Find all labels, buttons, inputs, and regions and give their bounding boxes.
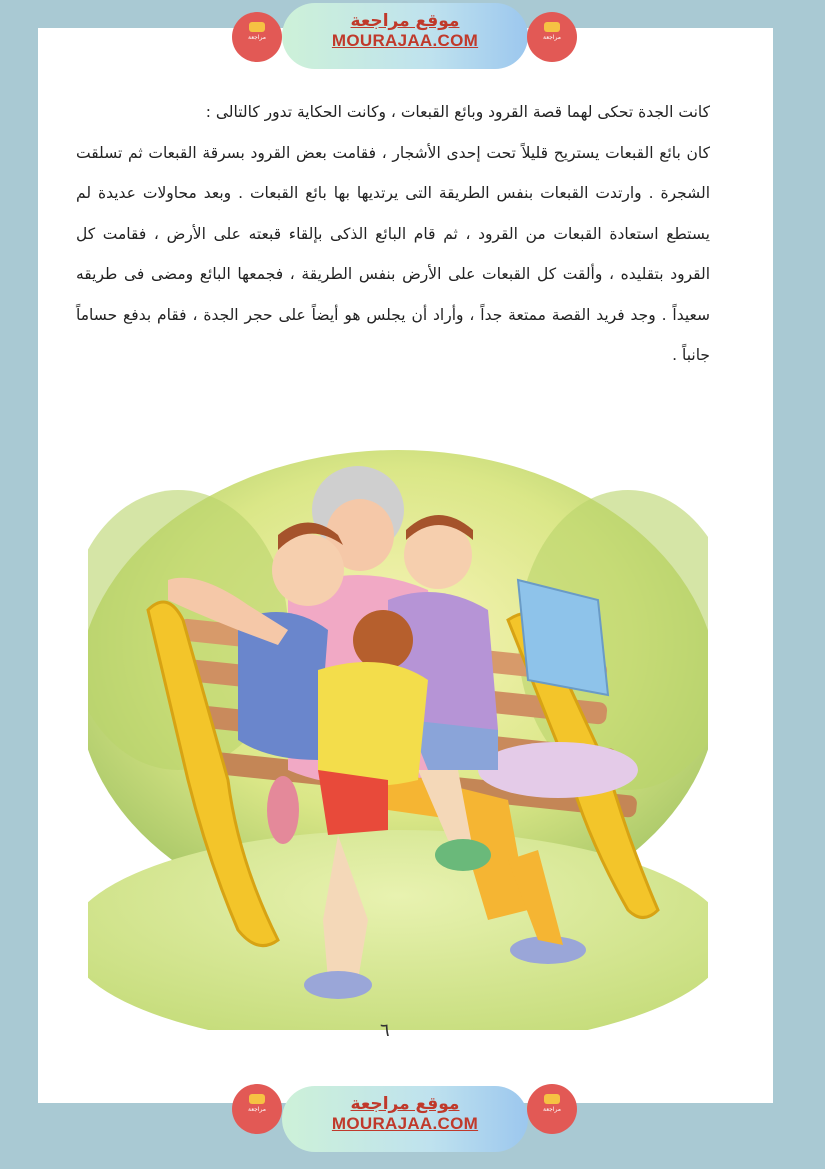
- page-number: ٦: [380, 1020, 390, 1041]
- logo-icon: [544, 1094, 560, 1104]
- footer-site-url[interactable]: MOURAJAA.COM: [331, 1114, 479, 1133]
- footer-banner[interactable]: [282, 1086, 528, 1152]
- footer-logo-badge-right: [527, 1084, 577, 1134]
- story-paragraph-1: كانت الجدة تحكى لهما قصة القرود وبائع القبعات ، وكانت الحكاية تدور كالتالى :: [205, 103, 710, 121]
- header-site-url[interactable]: MOURAJAA.COM: [331, 31, 479, 50]
- footer-logo-badge: [232, 1084, 282, 1134]
- badge-caption: مراجعة: [542, 34, 561, 41]
- header-banner[interactable]: [282, 3, 528, 69]
- header-site-name[interactable]: موقع مراجعة: [350, 11, 460, 31]
- badge-caption: مراجعة: [542, 1106, 561, 1113]
- logo-icon: [249, 1094, 265, 1104]
- badge-caption: مراجعة: [247, 1106, 266, 1113]
- site-logo-badge-right: [527, 12, 577, 62]
- site-logo-badge: [232, 12, 282, 62]
- logo-icon: [249, 22, 265, 32]
- illustration-grandmother-children: [88, 440, 708, 1030]
- logo-icon: [544, 22, 560, 32]
- story-text: [76, 92, 710, 376]
- badge-caption: مراجعة: [247, 34, 266, 41]
- footer-site-name[interactable]: موقع مراجعة: [350, 1094, 460, 1114]
- story-paragraph-2: كان بائع القبعات يستريح قليلاً تحت إحدى الأشجار ، فقامت بعض القرود بسرقة القبعات ثم تسلقت الشجرة . وارتدت القبعات بنفس الطريقة التى يرتديها بها بائع القبعات . وبعد محاولات عديدة لم يستطع استعادة القبعات من القرود ، ثم قام البائع الذكى بإلقاء قبعته على الأرض ، فقامت كل القرود بتقليده ، وألقت كل القبعات على الأرض بنفس الطريقة ، فجمعها البائع ومضى فى طريقه سعيداً . وجد فريد القصة ممتعة جداً ، وأراد أن يجلس هو أيضاً على حجر الجدة ، فقام بدفع حساماً جانباً .: [76, 143, 710, 364]
